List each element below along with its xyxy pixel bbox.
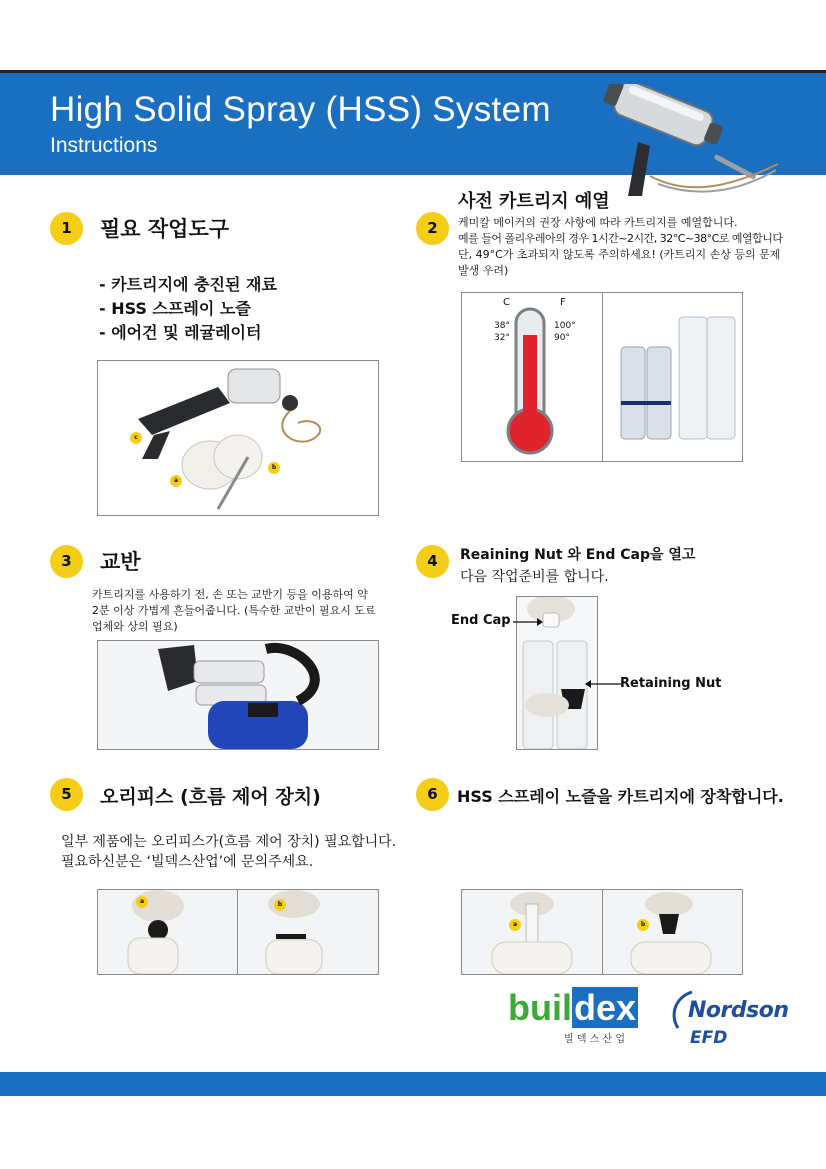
preheat-photo bbox=[461, 292, 743, 462]
step-5-number: 5 bbox=[50, 778, 83, 811]
orifice-illustration-b bbox=[238, 890, 378, 974]
buildex-logo bbox=[508, 988, 644, 1050]
step-3-line: 카트리지를 사용하기 전, 손 또는 교반기 등을 이용하여 약 bbox=[92, 588, 368, 601]
marker-b: b bbox=[274, 899, 286, 911]
orifice-panel-a bbox=[98, 890, 237, 974]
step-5-line: 필요하신분은 ‘빌덱스산업’에 문의주세요. bbox=[61, 854, 314, 870]
page-subtitle: Instructions bbox=[50, 134, 158, 157]
step-2-number: 2 bbox=[416, 212, 449, 245]
end-cap-label: End Cap bbox=[451, 613, 511, 628]
step-6-title: HSS 스프레이 노즐을 카트리지에 장착합니다. bbox=[457, 787, 784, 806]
nozzle-illustration-b bbox=[603, 890, 742, 974]
retaining-nut-label: Retaining Nut bbox=[620, 676, 722, 691]
marker-b: b bbox=[268, 462, 280, 474]
step-3-line: 업체와 상의 필요) bbox=[92, 620, 178, 633]
orifice-panel-b bbox=[238, 890, 378, 974]
step-2-line: 발생 우려) bbox=[458, 264, 509, 277]
arrow-icon bbox=[513, 617, 543, 627]
fahrenheit-label: F bbox=[560, 297, 566, 308]
page-title: High Solid Spray (HSS) System bbox=[50, 90, 551, 129]
step-4-title: 다음 작업준비를 합니다. bbox=[460, 569, 609, 585]
step-2-line: 단, 49°C가 초과되지 않도록 주의하세요! (카트리지 손상 등의 문제 bbox=[458, 248, 781, 261]
fahrenheit-high: 100° bbox=[554, 321, 576, 331]
nordson-logo-sub: EFD bbox=[690, 1028, 728, 1048]
marker-a: a bbox=[509, 919, 521, 931]
nordson-logo bbox=[668, 990, 788, 1054]
step-3-number: 3 bbox=[50, 545, 83, 578]
step-1-item: - 에어건 및 레귤레이터 bbox=[99, 323, 262, 342]
thermometer-panel bbox=[462, 293, 602, 461]
step-1-title: 필요 작업도구 bbox=[100, 217, 230, 241]
buildex-logo-part1: buil bbox=[508, 987, 572, 1028]
step-6-number: 6 bbox=[416, 778, 449, 811]
step-4-number: 4 bbox=[416, 545, 449, 578]
nozzle-panel-a bbox=[462, 890, 602, 974]
marker-a: a bbox=[136, 896, 148, 908]
spray-gun-icon bbox=[598, 84, 784, 206]
step-4-title: Reaining Nut 와 End Cap을 열고 bbox=[460, 547, 696, 563]
fahrenheit-low: 90° bbox=[554, 333, 570, 343]
marker-a: a bbox=[170, 475, 182, 487]
arrow-icon bbox=[585, 679, 621, 689]
step-1-item: - HSS 스프레이 노즐 bbox=[99, 299, 251, 318]
step-5-title: 오리피스 (흐름 제어 장치) bbox=[100, 786, 321, 808]
footer-bar bbox=[0, 1072, 826, 1096]
mixing-photo bbox=[97, 640, 379, 750]
step-3-line: 2분 이상 가볍게 흔들어줍니다. (특수한 교반이 필요시 도료 bbox=[92, 604, 376, 617]
celsius-high: 38° bbox=[494, 321, 510, 331]
step-5-line: 일부 제품에는 오리피스가(흐름 제어 장치) 필요합니다. bbox=[61, 834, 397, 850]
step-1-number: 1 bbox=[50, 212, 83, 245]
cartridge-panel bbox=[603, 293, 742, 461]
nozzle-panel-b bbox=[603, 890, 742, 974]
celsius-label: C bbox=[503, 297, 510, 308]
orifice-photo bbox=[97, 889, 379, 975]
tools-photo bbox=[97, 360, 379, 516]
nordson-logo-name: Nordson bbox=[688, 998, 789, 1023]
cartridge-icon bbox=[603, 293, 742, 461]
step-2-line: 케미칼 메이커의 권장 사항에 따라 카트리지를 예열합니다. bbox=[458, 216, 738, 229]
step-2-line: 예를 들어 폴리우레아의 경우 1시간~2시간, 32°C~38°C로 예열합니다 bbox=[458, 232, 783, 245]
step-2-title: 사전 카트리지 예열 bbox=[458, 191, 610, 212]
celsius-low: 32° bbox=[494, 333, 510, 343]
thermometer-icon bbox=[462, 293, 602, 461]
mixing-illustration bbox=[98, 641, 378, 749]
nozzle-attach-photo bbox=[461, 889, 743, 975]
nozzle-illustration-a bbox=[462, 890, 602, 974]
orifice-illustration-a bbox=[98, 890, 237, 974]
marker-b: b bbox=[637, 919, 649, 931]
step-3-title: 교반 bbox=[100, 550, 141, 574]
step-1-item: - 카트리지에 충진된 재료 bbox=[99, 275, 277, 294]
buildex-logo-sub: 빌 덱 스 산 업 bbox=[564, 1034, 626, 1045]
marker-c: c bbox=[130, 432, 142, 444]
buildex-logo-part2: dex bbox=[573, 987, 637, 1028]
